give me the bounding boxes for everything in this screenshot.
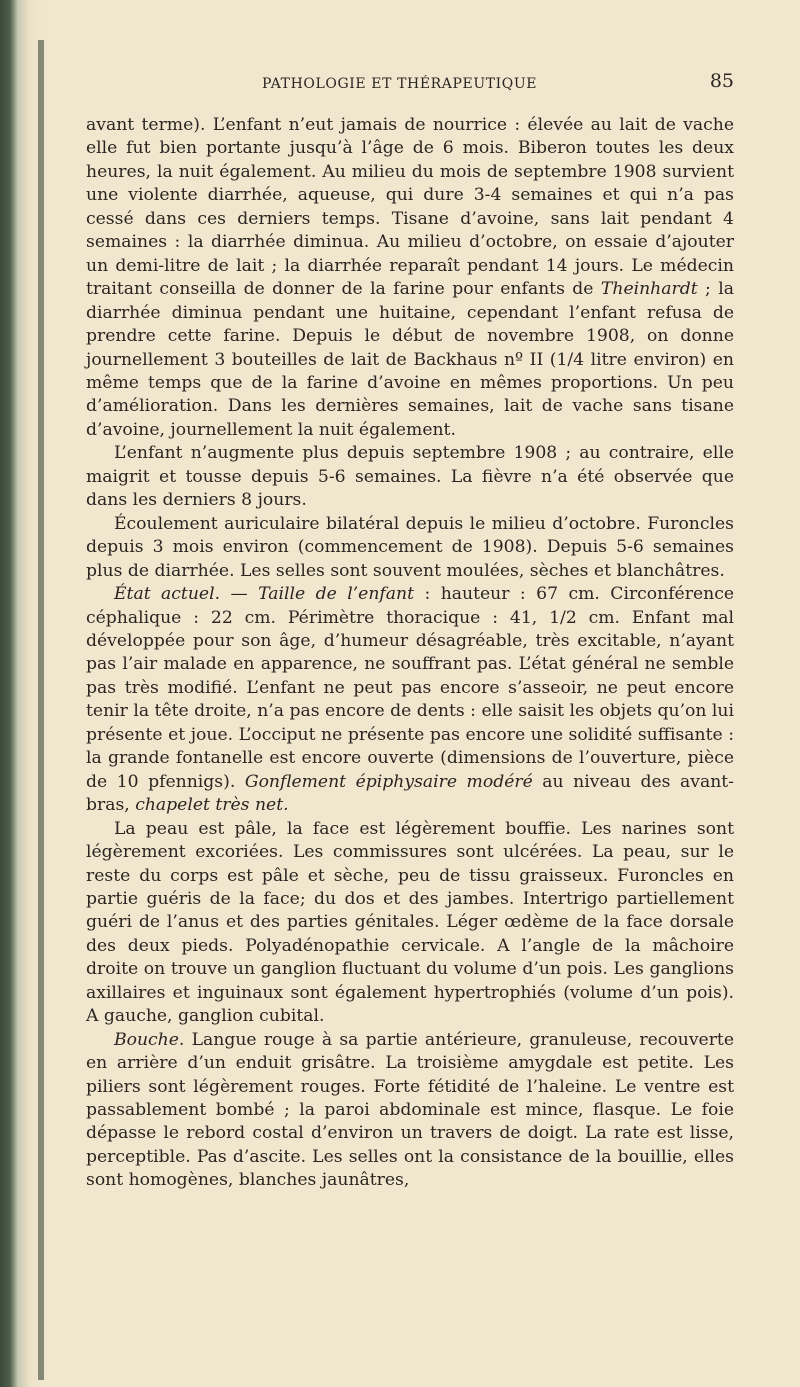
italic-term: Gonflement épiphysaire modéré xyxy=(244,771,533,792)
paragraph-weight xyxy=(86,442,734,512)
binding-edge xyxy=(38,40,44,1380)
italic-heading: État actuel. — Taille de l’enfant xyxy=(114,584,415,605)
paragraph-text: La peau est pâle, la face est légèrement bouffie. Les narines sont légèrement excoriées. Les commissures sont ulcérées. La peau, sur le reste du corps est pâle et sèche, peu de tissu graisseux. Furoncles en partie guéris de la face; du dos et des jambes. Intertrigo partiellement guéri de l’anus et des parties génitales. Léger œdème de la face dorsale des deux pieds. Polyadénopathie cervicale. A l’angle de la mâchoire droite on trouve un ganglion fluctuant du volume d’un pois. Les ganglions axillaires et inguinaux sont également hypertrophiés (volume d’un pois). A gauche, ganglion cubital. xyxy=(86,818,734,1027)
paragraph-history xyxy=(86,114,734,442)
paragraph-text: L’enfant n’augmente plus depuis septembre 1908 ; au contraire, elle maigrit et tousse depuis 5-6 semaines. La fièvre n’a été observée que dans les derniers 8 jours. xyxy=(86,443,734,511)
page xyxy=(86,70,734,1193)
paragraph-text: au niveau des avant-bras, xyxy=(86,771,734,816)
body-text xyxy=(86,114,734,1193)
italic-term: chapelet très net. xyxy=(135,795,289,816)
page-number: 85 xyxy=(709,70,734,92)
paragraph-ear xyxy=(86,513,734,583)
italic-name: Theinhardt xyxy=(600,279,698,300)
paragraph-mouth xyxy=(86,1029,734,1193)
paragraph-text: ; la diarrhée diminua pendant une huitaine, cependant l’enfant refusa de prendre cette farine. Depuis le début de novembre 1908, on donne journellement 3 bouteilles de lait de Backhaus nº II (1/4 litre environ) en même temps que de la farine d’avoine en mêmes proportions. Un peu d’amélioration. Dans les dernières semaines, lait de vache sans tisane d’avoine, journellement la nuit également. xyxy=(86,279,734,440)
paragraph-text: : hauteur : 67 cm. Circonférence céphalique : 22 cm. Périmètre thoracique : 41, 1/2 cm. Enfant mal développée pour son âge, d’humeur désagréable, très excitable, n’ayant pas l’air malade en apparence, ne souffrant pas. L’état général ne semble pas très modifié. L’enfant ne peut pas encore s’asseoir, ne peut encore tenir la tête droite, n’a pas encore de dents : elle saisit les objets qu’on lui présente et joue. L’occiput ne présente pas encore une solidité suffisante : la grande fontanelle est encore ouverte (dimensions de l’ouverture, pièce de 10 pfennigs). xyxy=(86,584,734,792)
page-header xyxy=(86,70,734,100)
italic-heading: Bouche. xyxy=(114,1029,185,1050)
running-title: PATHOLOGIE ET THÉRAPEUTIQUE xyxy=(262,76,538,92)
paragraph-text: Langue rouge à sa partie antérieure, granuleuse, recouverte en arrière d’un enduit grisâtre. La troisième amygdale est petite. Les piliers sont légèrement rouges. Forte fétidité de l’haleine. Le ventre est passablement bombé ; la paroi abdominale est mince, flasque. Le foie dépasse le rebord costal d’environ un travers de doigt. La rate est lisse, perceptible. Pas d’ascite. Les selles ont la consistance de la bouillie, elles sont homogènes, blanches jaunâtres, xyxy=(86,1029,734,1191)
paragraph-current-state xyxy=(86,583,734,818)
paragraph-text: avant terme). L’enfant n’eut jamais de nourrice : élevée au lait de vache elle fut bien portante jusqu’à l’âge de 6 mois. Biberon toutes les deux heures, la nuit également. Au milieu du mois de septembre 1908 survient une violente diarrhée, aqueuse, qui dure 3-4 semaines et qui n’a pas cessé dans ces derniers temps. Tisane d’avoine, sans lait pendant 4 semaines : la diarrhée diminua. Au milieu d’octobre, on essaie d’ajouter un demi-litre de lait ; la diarrhée reparaît pendant 14 jours. Le médecin traitant conseilla de donner de la farine pour enfants de xyxy=(86,115,734,300)
paragraph-text: Écoulement auriculaire bilatéral depuis le milieu d’octobre. Furoncles depuis 3 mois environ (commencement de 1908). Depuis 5-6 semaines plus de diarrhée. Les selles sont souvent moulées, sèches et blanchâtres. xyxy=(86,513,734,581)
paragraph-skin xyxy=(86,818,734,1029)
